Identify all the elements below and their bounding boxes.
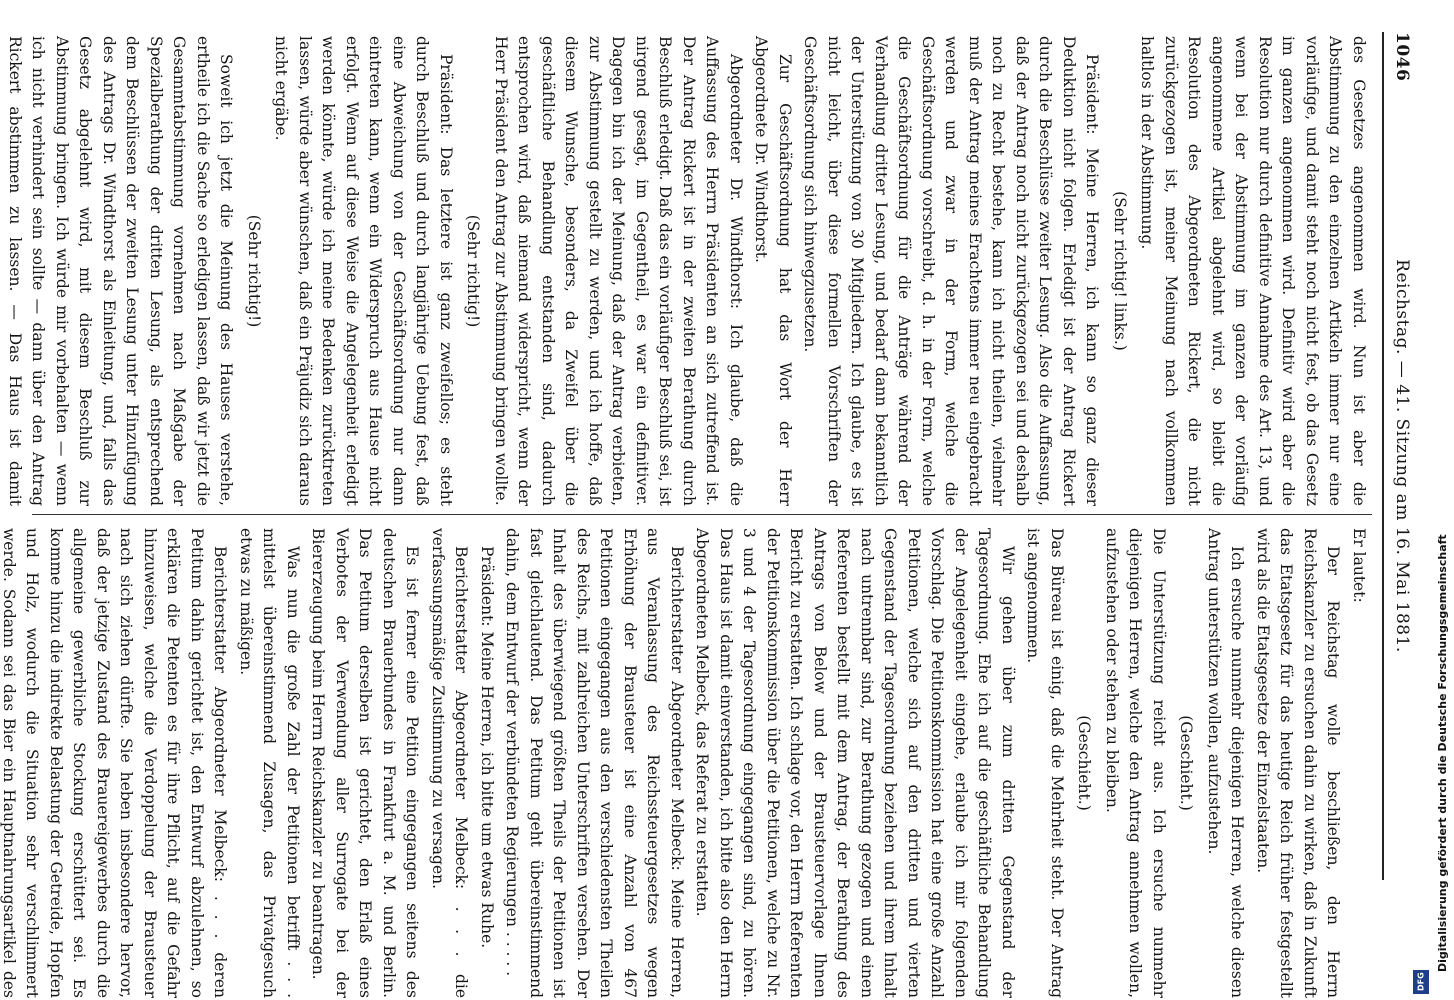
paragraph: Berichterstatter Abgeordneter Melbeck: . . . die verfassungsmäßige Zustimmung zu versagen. bbox=[429, 528, 471, 998]
digitization-footer bbox=[1410, 0, 1449, 1000]
paragraph: des Gesetzes angenommen wird. Nun ist aber die Abstimmung zu den einzelnen Artikeln immer nur eine vorläufige, und damit steht noch nicht fest, ob das Gesetz im ganzen angenommen wird. Definitiv wird aber die Resolution nur durch definitive Annahme des Art. 13, und wenn bei der Abstimmung im ganzen der vorläufig angenommene Artikel abgelehnt wird, so bleibt die Resolution des Abgeordneten Rickert, die nicht zurückgezogen ist, meiner Meinung nach vollkommen haltlos in der Abstimmung. bbox=[1138, 36, 1368, 506]
paragraph: Das Büreau ist einig, daß die Mehrheit steht. Der Antrag ist angenommen. bbox=[1024, 528, 1066, 998]
left-column bbox=[0, 36, 1370, 506]
paragraph: Soweit ich jetzt die Meinung des Hauses verstehe, ertheile ich die Sache so erledigen lassen, daß wir jetzt die Gesammtabstimmung vornehmen nach Maßgabe der Spezialberathung der dritten Lesung, als entsprechend dem Beschlüssen der zweiten Lesung unter Hinzufügung des Antrags Dr. Windthorst als Einleitung, und, falls das Gesetz abgelehnt wird, mit diesem Beschluß zur Abstimmung bringen. Ich würde mir vorbehalten — wenn ich nicht verhindert sein sollte — dann über den Antrag Rickert abstimmen zu lassen. — Das Haus ist damit bbox=[6, 36, 236, 506]
paragraph: Wir gehen über zum dritten Gegenstand der Tagesordnung. Ehe ich auf die geschäftliche Behandlung der Angelegenheit eingehe, erlaube ich mir folgenden Vorschlag. Die Petitionskommission hat eine große Anzahl Petitionen, welche sich auf den dritten und vierten Gegenstand der Tagesordnung beziehen und ihrem Inhalt nach untrennbar sind, zur Berathung gezogen und einen Referenten bestellt mit dem Antrag, der Berathung des Antrags von Below und der Brausteuervorlage Ihnen Bericht zu erstatten. Ich schlage vor, den Herrn Referenten der Petitionskommission über die Petitionen, welche zu Nr. 3 und 4 der Tagesordnung eingegangen sind, zu hören. Das Haus ist damit einverstanden, ich bitte also den Herrn Abgeordneten Melbeck, das Referat zu erstatten. bbox=[693, 528, 1017, 998]
interjection: (Geschieht.) bbox=[1177, 715, 1196, 811]
right-column bbox=[0, 528, 1370, 998]
paragraph: Zur Geschäftsordnung hat das Wort der Herr Abgeordnete Dr. Windthorst. bbox=[752, 36, 794, 506]
dfg-logo: DFG bbox=[1413, 970, 1429, 994]
paragraph: Präsident: Meine Herren, ich bitte um etwas Ruhe. bbox=[478, 546, 496, 949]
paragraph: Berichterstatter Abgeordneter Melbeck: Meine Herren, aus Veranlassung des Reichssteuergesetzes wegen Erhöhung der Brausteuer ist eine Anzahl von 467 Petitionen eingegangen aus den verschiedensten Theilen des Reichs, mit zahlreichen Unterschriften versehen. Der Inhalt des überwiegend größten Theils der Petitionen ist fast gleichlautend. Das Petitum geht übereinstimmend dahin, dem Entwurf der verbündeten Regierungen . . . . . bbox=[503, 528, 686, 998]
paragraph: Es ist ferner eine Petition eingegangen seitens des deutschen Brauerbundes in Frankfurt a. M. und Berlin. Das Petitum derselben ist gerichtet, den Erlaß eines Verbotes der Verwendung aller Surrogate bei der Biererzeugung beim Herrn Reichskanzler zu beantragen. bbox=[309, 528, 422, 998]
interjection: (Sehr richtig!) bbox=[464, 214, 483, 328]
paragraph: Er lautet: bbox=[1350, 528, 1368, 603]
interjection: (Sehr richtig! links.) bbox=[1111, 191, 1129, 351]
interjection: (Geschieht.) bbox=[1075, 715, 1094, 811]
paragraph: Ich ersuche nunmehr diejenigen Herren, welche diesen Antrag unterstützen wollen, aufzustehen. bbox=[1205, 528, 1247, 998]
paragraph: Abgeordneter Dr. Windthorst: Ich glaube, daß die Auffassung des Herrn Präsidenten an sich zutreffend ist. Der Antrag Rickert ist in der zweiten Berathung durch Beschluß erledigt. Daß das ein vorläufiger Beschluß sei, ist nirgend gesagt, im Gegentheil, es war ein definitiver. Dagegen bin ich der Meinung, daß der Antrag verbieten, zur Abstimmung gestellt zu werden, und ich hoffe, daß diesem Wunsche, besonders, da Zweifel über die geschäftliche Behandlung entstanden sind, dadurch entsprochen wird, daß niemand widerspricht, wenn der Herr Präsident den Antrag zur Abstimmung bringen wollte. bbox=[492, 36, 745, 506]
paragraph: Was nun die große Zahl der Petitionen betrifft . . . mittelst übereinstimmend Zusagen, das Privatgesuch etwas zu mäßigen. bbox=[237, 528, 302, 998]
paragraph: Die Unterstützung reicht aus. Ich ersuche nunmehr diejenigen Herren, welche den Antrag annehmen wollen, aufzustehen oder stehen zu bleiben. bbox=[1103, 528, 1168, 998]
page-number: 1046 bbox=[1392, 32, 1412, 82]
quoted-motion: Der Reichstag wolle beschließen, den Herrn Reichskanzler zu ersuchen dahin zu wirken, daß in Zukunft das Etatsgesetz für das heutige Reich früher festgestellt wird als die Etatsgesetze der Einzelstaaten. bbox=[1254, 528, 1343, 998]
paragraph: Präsident: Das letztere ist ganz zweifellos; es steht durch Beschluß und durch langjährige Uebung fest, daß eine Abweichung von der Geschäftsordnung nur dann eintreten kann, wenn ein Widerspruch aus Hause nicht erfolgt. Wenn auf diese Weise die Angelegenheit erledigt werden könnte, würde ich meine Bedenken zurücktreten lassen, würde aber wünschen, daß ein Präjudiz sich daraus nicht ergäbe. bbox=[272, 36, 455, 506]
header-rule bbox=[1382, 32, 1384, 880]
paragraph: Berichterstatter Abgeordneter Melbeck: . . . deren Petitum dahin gerichtet ist, den Entwurf abzulehnen, so erklären die Petenten es für ihre Pflicht, auf die Gefahr hinzuweisen, welche die Verdoppelung der Brausteuer nach sich ziehen dürfte. Sie heben insbesondere hervor, daß der jetzige Zustand des Brauereigewerbes durch die allgemeine gewerbliche Stockung erschüttert sei. Es komme hinzu die indirekte Belastung der Getreide, Hopfen und Holz, wodurch die Situation sehr verschlimmert werde. Sodann sei das Bier ein Hauptnahrungsartikel des bbox=[0, 528, 230, 998]
paragraph: Präsident: Meine Herren, ich kann so ganz dieser Deduktion nicht folgen. Erledigt ist der Antrag Rickert durch die Beschlüsse zweiter Lesung. Also die Auffassung, daß der Antrag noch nicht zurückgezogen sei und deshalb noch zu Recht bestehe, kann ich nicht theilen, vielmehr muß der Antrag meines Erachtens immer neu eingebracht werden und zwar in der Form, welche die Geschäftsordnung vorschreibt, d. h. in der Form, welche die Geschäftsordnung für die Anträge während der Verhandlung dritter Lesung, und bedarf dann bekanntlich der Unterstützung von 30 Mitgliedern. Ich glaube, es ist nicht leicht, über diese formellen Vorschriften der Geschäftsordnung sich hinwegzusetzen. bbox=[801, 36, 1102, 506]
column-divider bbox=[32, 514, 1372, 515]
interjection: (Sehr richtig!) bbox=[245, 214, 263, 328]
digitization-note: Digitalisierung gefördert durch die Deutsche Forschungsgemeinschaft bbox=[1436, 534, 1449, 972]
page-running-title: Reichstag. — 41. Sitzung am 16. Mai 1881. bbox=[1392, 259, 1412, 653]
